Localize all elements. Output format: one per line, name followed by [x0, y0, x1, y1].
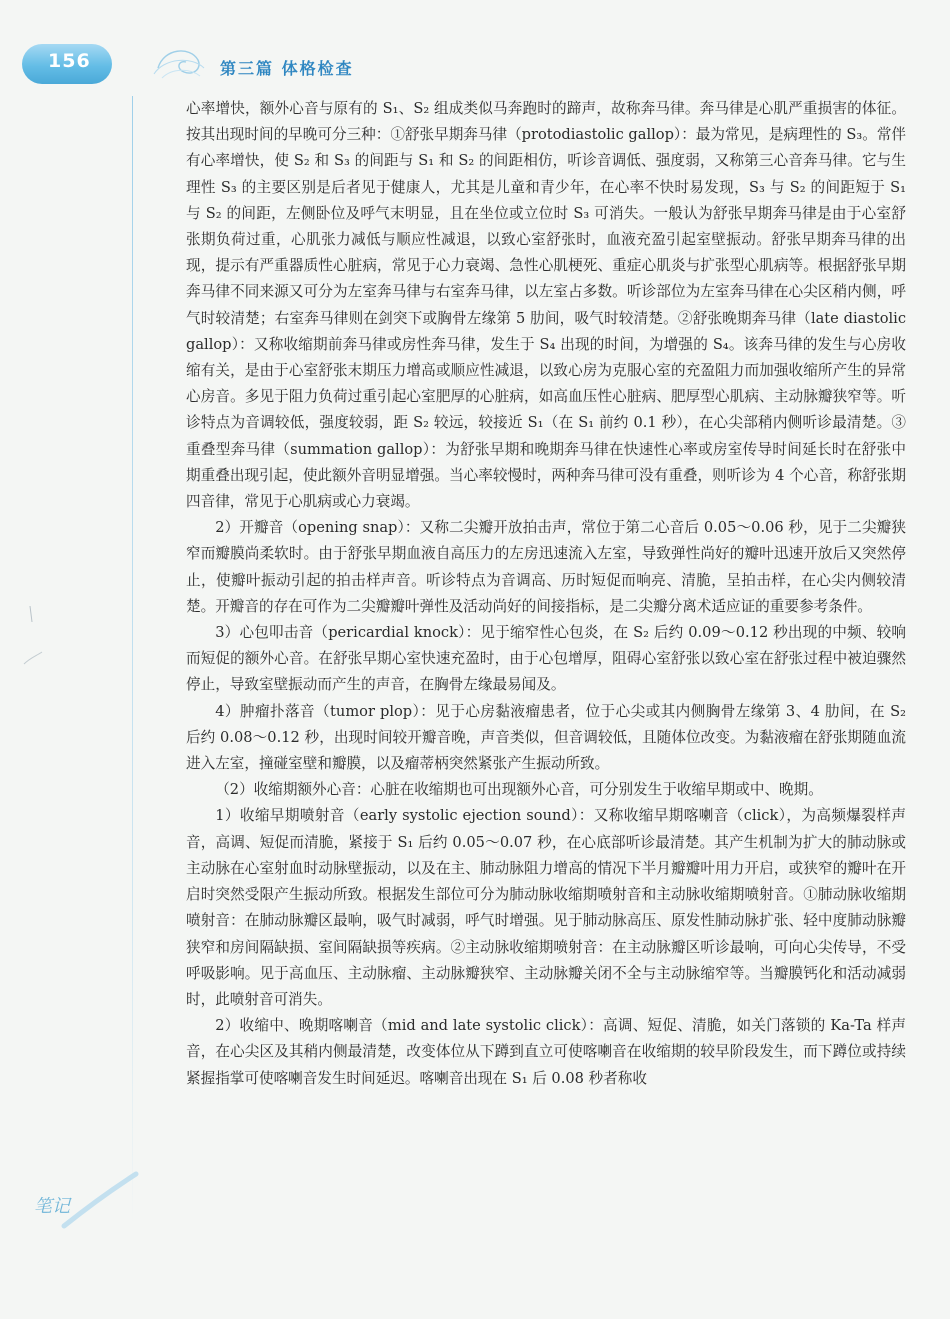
pencil-mark-icon — [18, 600, 48, 680]
paragraph-opening-snap: 2）开瓣音（opening snap）：又称二尖瓣开放拍击声，常位于第二心音后 0.05～0.06 秒，见于二尖瓣狭窄而瓣膜尚柔软时。由于舒张早期血液自高压力的左房迅速流入左室，导致弹性尚好的瓣叶迅速开放后又突然停止，使瓣叶振动引起的拍击样声音。听诊特点为音调高、历时短促而响亮、清脆，呈拍击样，在心尖内侧较清楚。开瓣音的存在可作为二尖瓣瓣叶弹性及活动尚好的间接指标，是二尖瓣分离术适应证的重要参考条件。 — [186, 519, 906, 615]
paragraph-ejection-sound: 1）收缩早期喷射音（early systolic ejection sound）：又称收缩早期喀喇音（click），为高频爆裂样声音，高调、短促而清脆，紧接于 S₁ 后约 0.05～0.07 秒，在心底部听诊最清楚。其产生机制为扩大的肺动脉或主动脉在心室射血时动脉壁振动，以及在主、肺动脉阻力增高的情况下半月瓣瓣叶用力开启，或狭窄的瓣叶在开启时突然受限产生振动所致。根据发生部位可分为肺动脉收缩期喷射音和主动脉收缩期喷射音。①肺动脉收缩期喷射音：在肺动脉瓣区最响，吸气时减弱，呼气时增强。见于肺动脉高压、原发性肺动脉扩张、轻中度肺动脉瓣狭窄和房间隔缺损、室间隔缺损等疾病。②主动脉收缩期喷射音：在主动脉瓣区听诊最响，可向心尖传导，不受呼吸影响。见于高血压、主动脉瘤、主动脉瓣狭窄、主动脉瓣关闭不全与主动脉缩窄等。当瓣膜钙化和活动减弱时，此喷射音可消失。 — [186, 807, 906, 1008]
paragraph-gallop-rhythm: 心率增快，额外心音与原有的 S₁、S₂ 组成类似马奔跑时的蹄声，故称奔马律。奔马律是心肌严重损害的体征。按其出现时间的早晚可分三种：①舒张早期奔马律（protodiastolic gallop）：最为常见，是病理性的 S₃。常伴有心率增快，使 S₂ 和 S₃ 的间距与 S₁ 和 S₂ 的间距相仿，听诊音调低、强度弱，又称第三心音奔马律。它与生理性 S₃ 的主要区别是后者见于健康人，尤其是儿童和青少年，在心率不快时易发现，S₃ 与 S₂ 的间距短于 S₁ 与 S₂ 的间距，左侧卧位及呼气末明显，且在坐位或立位时 S₃ 可消失。一般认为舒张早期奔马律是由于心室舒张期负荷过重，心肌张力减低与顺应性减退，以致心室舒张时，血液充盈引起室壁振动。舒张早期奔马律的出现，提示有严重器质性心脏病，常见于心力衰竭、急性心肌梗死、重症心肌炎与扩张型心肌病等。根据舒张早期奔马律不同来源又可分为左室奔马律与右室奔马律，以左室占多数。听诊部位为左室奔马律在心尖区稍内侧，呼气时较清楚；右室奔马律则在剑突下或胸骨左缘第 5 肋间，吸气时较清楚。②舒张晚期奔马律（late diastolic gallop）：又称收缩期前奔马律或房性奔马律，发生于 S₄ 出现的时间，为增强的 S₄。该奔马律的发生与心房收缩有关，是由于心室舒张末期压力增高或顺应性减退，以致心房为克服心室的充盈阻力而加强收缩所产生的异常心房音。多见于阻力负荷过重引起心室肥厚的心脏病，如高血压性心脏病、肥厚型心肌病、主动脉瓣狭窄等。听诊特点为音调较低，强度较弱，距 S₂ 较远，较接近 S₁（在 S₁ 前约 0.1 秒），在心尖部稍内侧听诊最清楚。③重叠型奔马律（summation gallop）：为舒张早期和晚期奔马律在快速性心率或房室传导时间延长时在舒张中期重叠出现引起，使此额外音明显增强。当心率较慢时，两种奔马律可没有重叠，则听诊为 4 个心音，称舒张期四音律，常见于心肌病或心力衰竭。 — [186, 100, 907, 511]
chapter-title: 第三篇 体格检查 — [220, 59, 354, 78]
swirl-ornament-icon — [150, 38, 210, 86]
paragraph-systolic-click: 2）收缩中、晚期喀喇音（mid and late systolic click）：高调、短促、清脆，如关门落锁的 Ka-Ta 样声音，在心尖区及其稍内侧最清楚，改变体位从下蹲到直立可使喀喇音在收缩期的较早阶段发生，而下蹲位或持续紧握指掌可使喀喇音发生时间延迟。喀喇音出现在 S₁ 后 0.08 秒者称收 — [186, 1017, 906, 1087]
margin-rule — [132, 96, 133, 1226]
note-brush-stroke-icon — [60, 1170, 140, 1230]
notes-label: 笔记 — [34, 1196, 70, 1217]
page-number: 156 — [48, 50, 91, 72]
paragraph-tumor-plop: 4）肿瘤扑落音（tumor plop）：见于心房黏液瘤患者，位于心尖或其内侧胸骨左缘第 3、4 肋间，在 S₂ 后约 0.08～0.12 秒，出现时间较开瓣音晚，声音类似，但音调较低，且随体位改变。为黏液瘤在舒张期随血流进入左室，撞碰室壁和瓣膜，以及瘤蒂柄突然紧张产生振动所致。 — [186, 702, 906, 773]
body-text — [186, 96, 906, 1092]
paragraph-pericardial-knock: 3）心包叩击音（pericardial knock）：见于缩窄性心包炎，在 S₂ 后约 0.09～0.12 秒出现的中频、较响而短促的额外心音。在舒张早期心室快速充盈时，由于心包增厚，阻碍心室舒张以致心室在舒张过程中被迫骤然停止，导致室壁振动而产生的声音，在胸骨左缘最易闻及。 — [186, 624, 906, 694]
paragraph-systolic-extra-sounds: （2）收缩期额外心音：心脏在收缩期也可出现额外心音，可分别发生于收缩早期或中、晚期。 — [215, 781, 823, 799]
